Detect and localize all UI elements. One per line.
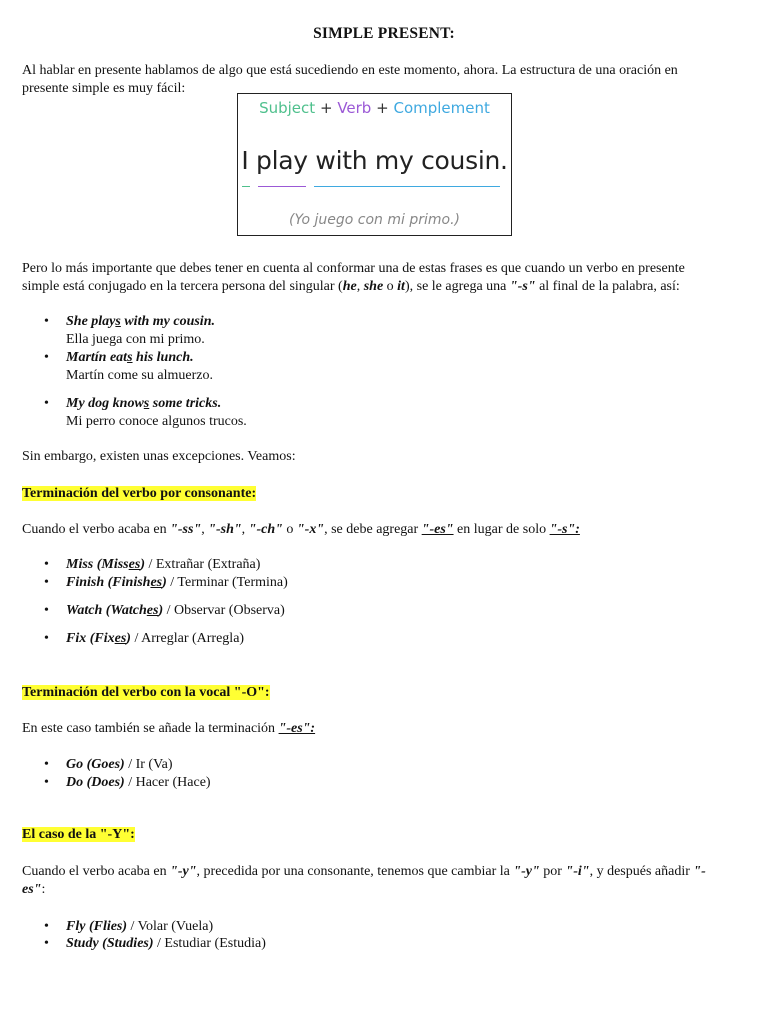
page-title: SIMPLE PRESENT:	[313, 25, 455, 42]
bullet: •	[44, 557, 49, 572]
bullet: •	[44, 936, 49, 951]
pronoun-he: he	[342, 279, 357, 294]
intro-line-1: Al hablar en presente hablamos de algo que está sucediendo en este momento, ahora. La estructura de una oración en	[22, 63, 678, 78]
verb-item: Miss (Misses) / Extrañar (Extraña)	[66, 557, 261, 572]
bullet: •	[44, 314, 49, 329]
example-translation: Mi perro conoce algunos trucos.	[66, 414, 247, 429]
verb-item: Study (Studies) / Estudiar (Estudia)	[66, 936, 266, 951]
complement-underline	[314, 186, 500, 187]
bullet: •	[44, 631, 49, 646]
example-translation: Ella juega con mi primo.	[66, 332, 205, 347]
section-consonant-text: Cuando el verbo acaba en "-ss", "-sh", "-ch" o "-x", se debe agregar "-es" en lugar de solo "-s":	[22, 522, 580, 537]
example-item: My dog knows some tricks. Mi perro conoce algunos trucos.	[66, 396, 247, 429]
bullet: •	[44, 603, 49, 618]
example-item: Martín eats his lunch. Martín come su almuerzo.	[66, 350, 213, 383]
verb-item: Watch (Watches) / Observar (Observa)	[66, 603, 285, 618]
bullet: •	[44, 757, 49, 772]
bullet: •	[44, 575, 49, 590]
section-consonant-heading: Terminación del verbo por consonante:	[22, 486, 257, 501]
plus-sign: +	[376, 99, 389, 117]
subject-label: Subject	[259, 99, 316, 117]
intro-line-2: presente simple es muy fácil:	[22, 81, 186, 96]
section-y-heading: El caso de la "-Y":	[22, 827, 135, 842]
bullet: •	[44, 919, 49, 934]
sentence-structure-figure	[237, 93, 512, 236]
verb-label: Verb	[337, 99, 372, 117]
verb-underline	[258, 186, 306, 187]
s-suffix: "-s"	[509, 279, 536, 294]
structure-formula	[238, 99, 511, 117]
example-sentence: I play with my cousin.	[241, 146, 508, 175]
verb-item: Fix (Fixes) / Arreglar (Arregla)	[66, 631, 245, 646]
verb-item: Go (Goes) / Ir (Va)	[66, 757, 173, 772]
para2-line-1: Pero lo más importante que debes tener en cuenta al conformar una de estas frases es que cuando un verbo en presente	[22, 261, 685, 276]
example-translation: (Yo juego con mi primo.)	[289, 212, 460, 228]
plus-sign: +	[319, 99, 333, 117]
subject-underline	[242, 186, 250, 187]
bullet: •	[44, 396, 49, 411]
pronoun-she: she	[363, 279, 384, 294]
section-y-text: Cuando el verbo acaba en "-y", precedida por una consonante, tenemos que cambiar la "-y" por "-i", y después añadir "- es":	[22, 864, 706, 897]
section-vowel-o-text: En este caso también se añade la terminación "-es":	[22, 721, 316, 736]
section-vowel-o-heading: Terminación del verbo con la vocal "-O":	[22, 685, 270, 700]
third-person-paragraph	[22, 260, 746, 296]
complement-label: Complement	[393, 99, 490, 117]
bullet: •	[44, 350, 49, 365]
example-item: She plays with my cousin. Ella juega con mi primo.	[66, 314, 215, 347]
verb-item: Do (Does) / Hacer (Hace)	[66, 775, 211, 790]
pronoun-it: it	[397, 279, 405, 294]
para2-line-2: simple está conjugado en la tercera persona del singular (he, she o it), se le agrega una "-s" al final de la palabra, así:	[22, 279, 680, 294]
exceptions-intro: Sin embargo, existen unas excepciones. Veamos:	[22, 449, 296, 464]
bullet: •	[44, 775, 49, 790]
verb-item: Fly (Flies) / Volar (Vuela)	[66, 919, 214, 934]
example-translation: Martín come su almuerzo.	[66, 368, 213, 383]
verb-item: Finish (Finishes) / Terminar (Termina)	[66, 575, 288, 590]
